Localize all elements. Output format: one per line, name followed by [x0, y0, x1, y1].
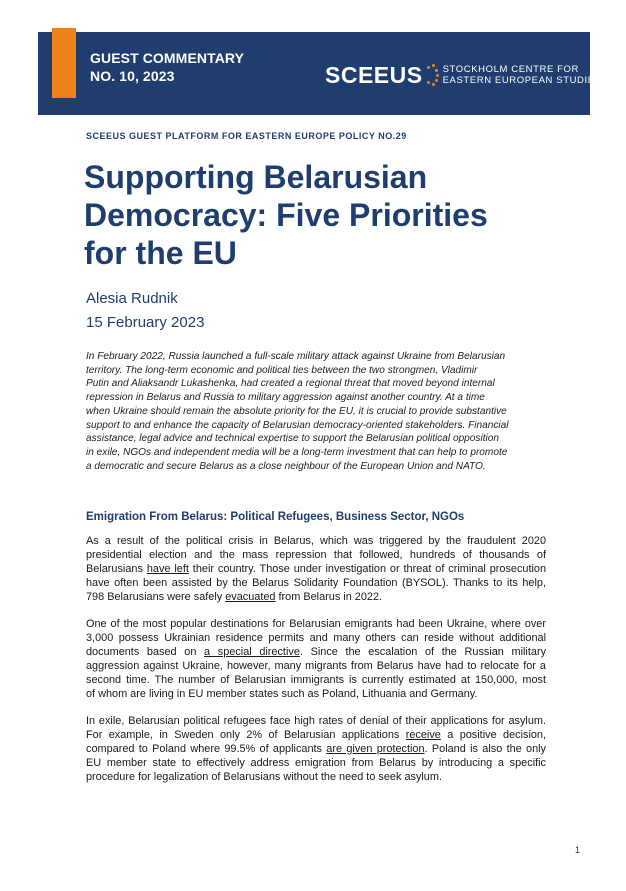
paragraph-line: presidential election and the mass repression that followed, hundreds of thousands of — [86, 549, 546, 561]
text-run: from Belarus in 2022. — [275, 591, 383, 603]
paragraph-line: aggression against Ukraine, however, many migrants from Belarus have had to relocate for a — [86, 660, 546, 672]
abstract-line: when Ukraine should remain the absolute priority for the EU, it is crucial to provide substantive — [86, 405, 507, 417]
text-run: . Since the escalation of the Russian military — [299, 646, 546, 658]
link-receive[interactable]: receive — [405, 729, 441, 741]
paragraph-line — [86, 562, 546, 576]
page-number: 1 — [575, 845, 581, 855]
section-heading: Emigration From Belarus: Political Refugees, Business Sector, NGOs — [86, 511, 465, 523]
text-run: documents based on — [86, 646, 205, 658]
abstract-line: territory. The long-term economic and political ties between the two strongmen, Vladimir — [86, 364, 478, 376]
body-paragraph-3 — [86, 714, 546, 784]
publication-date: 15 February 2023 — [86, 314, 205, 331]
title-line: Supporting Belarusian — [84, 159, 428, 195]
author-name: Alesia Rudnik — [86, 290, 178, 307]
abstract-line: in exile, NGOs and independent media will be a long-term investment that can help to promote — [86, 446, 508, 458]
paragraph-line: of whom are living in EU member states such as Poland, Lithuania and Germany. — [86, 688, 478, 700]
text-run: a positive decision, — [440, 729, 546, 741]
sceeus-logo — [325, 60, 602, 90]
text-run: Belarusians — [86, 563, 147, 575]
paragraph-line — [86, 728, 546, 742]
abstract — [86, 350, 546, 473]
abstract-line: Putin and Aliaksandr Lukashenka, had created a regional threat that moved beyond internal — [86, 378, 495, 390]
abstract-line: In February 2022, Russia launched a full-scale military attack against Ukraine from Belarusian — [86, 351, 506, 362]
paragraph-line: In exile, Belarusian political refugees face high rates of denial of their applications for asylum. — [86, 715, 546, 727]
link-have-left[interactable]: have left — [146, 563, 189, 575]
paragraph-line: second time. The number of Belarusian immigrants is currently estimated at 150,000, most — [86, 674, 546, 686]
paragraph-line: procedure for legalization of Belarusians without the need to seek asylum. — [86, 771, 442, 783]
paragraph-line: EU member state to effectively address emigration from Belarus by introducing a specific — [86, 757, 546, 769]
paragraph-line: One of the most popular destinations for Belarusian emigrants had been Ukraine, where over — [86, 618, 546, 630]
platform-kicker: SCEEUS GUEST PLATFORM FOR EASTERN EUROPE POLICY NO.29 — [86, 131, 407, 141]
logo-subtitle-line1: STOCKHOLM CENTRE FOR — [442, 64, 579, 75]
abstract-line: assistance, legal advice and technical expertise to support the Belarusian political opposition — [86, 433, 499, 445]
link-evacuated[interactable]: evacuated — [225, 591, 276, 603]
abstract-line: a democratic and secure Belarus as a close neighbour of the European Union and NATO. — [86, 460, 486, 472]
abstract-line: support to and enhance the capacity of Belarusian democracy-oriented stakeholders. Financial — [86, 419, 509, 431]
logo-dots-icon — [427, 64, 439, 86]
header-accent-bar — [52, 28, 76, 98]
text-run: . Poland is also the only — [424, 743, 546, 755]
header-title — [90, 49, 244, 85]
series-label: GUEST COMMENTARY — [90, 50, 245, 66]
link-given-protection[interactable]: are given protection — [326, 743, 425, 755]
paragraph-line — [86, 645, 546, 659]
text-run: 798 Belarusians were safely — [86, 591, 226, 603]
logo-subtitle-line2: EASTERN EUROPEAN STUDIES — [442, 75, 602, 86]
logo-subtitle — [443, 64, 602, 86]
text-run: their country. Those under investigation or threat of criminal prosecution — [188, 563, 546, 575]
text-run: For example, in Sweden only 2% of Belarusian applications — [86, 729, 406, 741]
paragraph-line — [86, 742, 546, 756]
text-run: compared to Poland where 99.5% of applicants — [86, 743, 327, 755]
body-paragraph-1 — [86, 534, 546, 604]
link-special-directive[interactable]: a special directive — [204, 646, 300, 658]
paragraph-line: 3,000 possess Ukrainian residence permits and many others can reside without additional — [86, 632, 546, 644]
paragraph-line: have often been assisted by the Belarus Solidarity Foundation (BYSOL). Thanks to its help, — [86, 577, 546, 589]
abstract-line: repression in Belarus and Russia to military aggression against another country. At a time — [86, 392, 485, 404]
series-number: NO. 10, 2023 — [90, 68, 175, 84]
body-paragraph-2 — [86, 617, 546, 701]
paragraph-line — [86, 590, 546, 604]
title-line: Democracy: Five Priorities — [84, 197, 488, 233]
page-title — [84, 158, 544, 272]
logo-word: SCEEUS — [325, 62, 423, 88]
paragraph-line: As a result of the political crisis in Belarus, which was triggered by the fraudulent 2020 — [86, 535, 546, 547]
title-line: for the EU — [84, 235, 237, 271]
